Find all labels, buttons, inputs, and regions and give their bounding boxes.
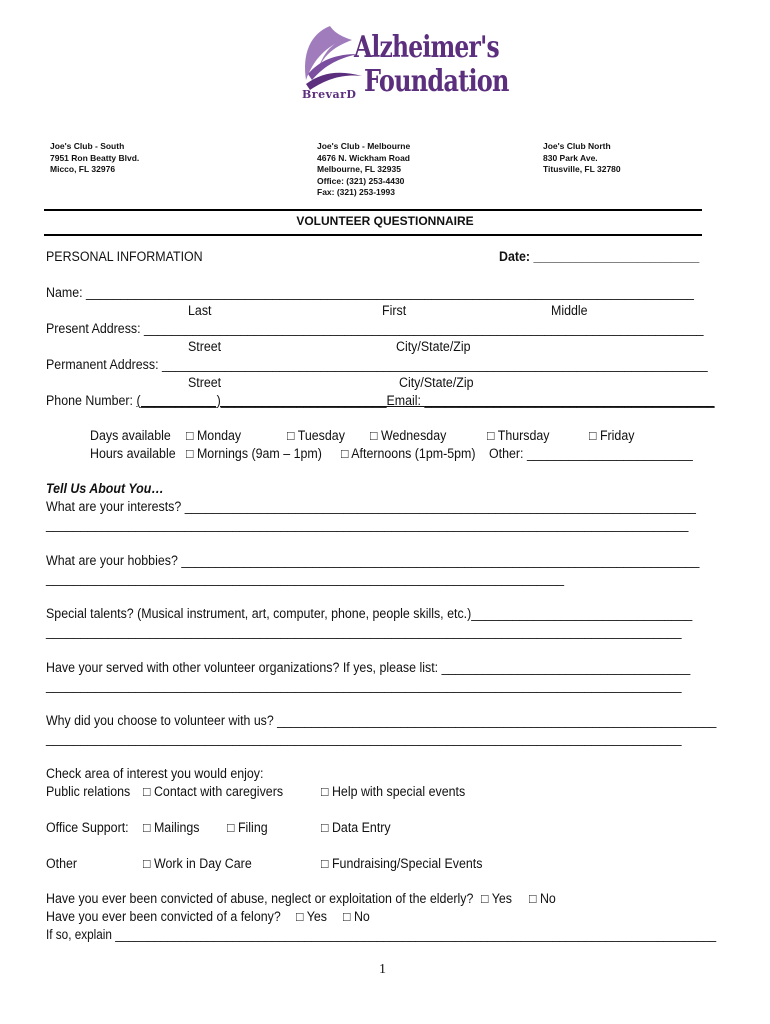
day-wednesday-checkbox[interactable]: □ Wednesday [370,428,447,443]
logo-line1: Alzheimer's [354,30,499,65]
talents-line2[interactable]: ____________________________________________________________________________________________ [46,624,682,639]
name-field[interactable]: Name: ________________________________________________________________________________________ [46,285,694,300]
explain-field[interactable]: If so, explain ____________________________________________________________________________________________ [46,927,717,942]
felony-yes-checkbox[interactable]: □ Yes [296,909,327,924]
abuse-yes-checkbox[interactable]: □ Yes [481,891,512,906]
office-north [543,141,621,176]
office-south-line1: 7951 Ron Beatty Blvd. [50,152,140,163]
abuse-no-checkbox[interactable]: □ No [529,891,556,906]
form-title: VOLUNTEER QUESTIONNAIRE [296,214,474,228]
special-events-checkbox[interactable]: □ Help with special events [321,784,466,799]
day-friday-checkbox[interactable]: □ Friday [589,428,635,443]
phone-field[interactable]: (___________)________________________ [136,393,387,408]
interests-line2[interactable]: _____________________________________________________________________________________________ [46,517,689,532]
present-sub-street: Street [188,339,222,354]
interest-area-heading: Check area of interest you would enjoy: [46,766,264,781]
public-relations-label: Public relations [46,784,131,799]
hours-other-field[interactable]: Other: ________________________ [489,446,693,461]
fundraising-checkbox[interactable]: □ Fundraising/Special Events [321,856,483,871]
tell-us-heading: Tell Us About You… [46,481,164,496]
other-label: Other [46,856,78,871]
hobbies-field[interactable]: What are your hobbies? ___________________________________________________________________________ [46,553,700,568]
page-number: 1 [379,962,386,977]
permanent-address-field[interactable]: Permanent Address: _______________________________________________________________________________ [46,357,708,372]
name-sub-middle: Middle [551,303,588,318]
hobbies-line2[interactable]: ___________________________________________________________________________ [46,571,565,586]
logo-line2: Foundation [364,64,509,99]
why-line2[interactable]: ____________________________________________________________________________________________ [46,731,682,746]
hours-afternoons-checkbox[interactable]: □ Afternoons (1pm-5pm) [341,446,476,461]
email-field[interactable]: __________________________________________ [424,393,715,408]
contact-caregivers-checkbox[interactable]: □ Contact with caregivers [143,784,284,799]
why-field[interactable]: Why did you choose to volunteer with us? ________________________________________________________________ [46,713,717,728]
title-rule-top [44,209,702,211]
permanent-sub-street: Street [188,375,222,390]
office-south-line2: Micco, FL 32976 [50,164,116,174]
hours-label: Hours available [90,446,176,461]
present-address-field[interactable]: Present Address: _________________________________________________________________________________ [46,321,704,336]
day-care-checkbox[interactable]: □ Work in Day Care [143,856,252,871]
office-melbourne-line2: Melbourne, FL 32935 [317,164,401,174]
office-south-name: Joe's Club - South [50,141,125,151]
day-thursday-checkbox[interactable]: □ Thursday [487,428,550,443]
filing-checkbox[interactable]: □ Filing [227,820,268,835]
title-rule-bottom [44,234,702,236]
personal-heading: PERSONAL INFORMATION [46,249,203,264]
office-melbourne-line4: Fax: (321) 253-1993 [317,187,395,197]
phone-row [46,392,715,409]
phone-label: Phone Number: [46,393,137,408]
day-tuesday-checkbox[interactable]: □ Tuesday [287,428,345,443]
mailings-checkbox[interactable]: □ Mailings [143,820,200,835]
office-north-line1: 830 Park Ave. [543,152,598,163]
date-field[interactable]: Date: ________________________ [499,249,700,264]
data-entry-checkbox[interactable]: □ Data Entry [321,820,391,835]
office-melbourne [317,141,410,199]
permanent-sub-city: City/State/Zip [399,375,474,390]
day-monday-checkbox[interactable]: □ Monday [186,428,242,443]
present-sub-city: City/State/Zip [396,339,471,354]
talents-field[interactable]: Special talents? (Musical instrument, art, computer, phone, people skills, etc.)________________________________ [46,606,693,621]
office-melbourne-line1: 4676 N. Wickham Road [317,152,410,163]
office-north-name: Joe's Club North [543,141,611,151]
felony-no-checkbox[interactable]: □ No [343,909,370,924]
office-melbourne-line3: Office: (321) 253-4430 [317,175,405,186]
hours-mornings-checkbox[interactable]: □ Mornings (9am – 1pm) [186,446,322,461]
email-label: Email: [386,393,425,408]
office-support-label: Office Support: [46,820,129,835]
abuse-question: Have you ever been convicted of abuse, neglect or exploitation of the elderly? [46,891,474,906]
days-label: Days available [90,428,171,443]
served-line2[interactable]: ____________________________________________________________________________________________ [46,678,682,693]
interests-field[interactable]: What are your interests? __________________________________________________________________________ [46,499,696,514]
logo-sub: BrevarD [302,88,357,101]
felony-question: Have you ever been convicted of a felony? [46,909,281,924]
name-sub-last: Last [188,303,212,318]
served-field[interactable]: Have your served with other volunteer organizations? If yes, please list: ____________________________________ [46,660,691,675]
office-melbourne-name: Joe's Club - Melbourne [317,141,411,151]
office-north-line2: Titusville, FL 32780 [543,164,621,174]
name-sub-first: First [382,303,407,318]
office-south [50,141,139,176]
